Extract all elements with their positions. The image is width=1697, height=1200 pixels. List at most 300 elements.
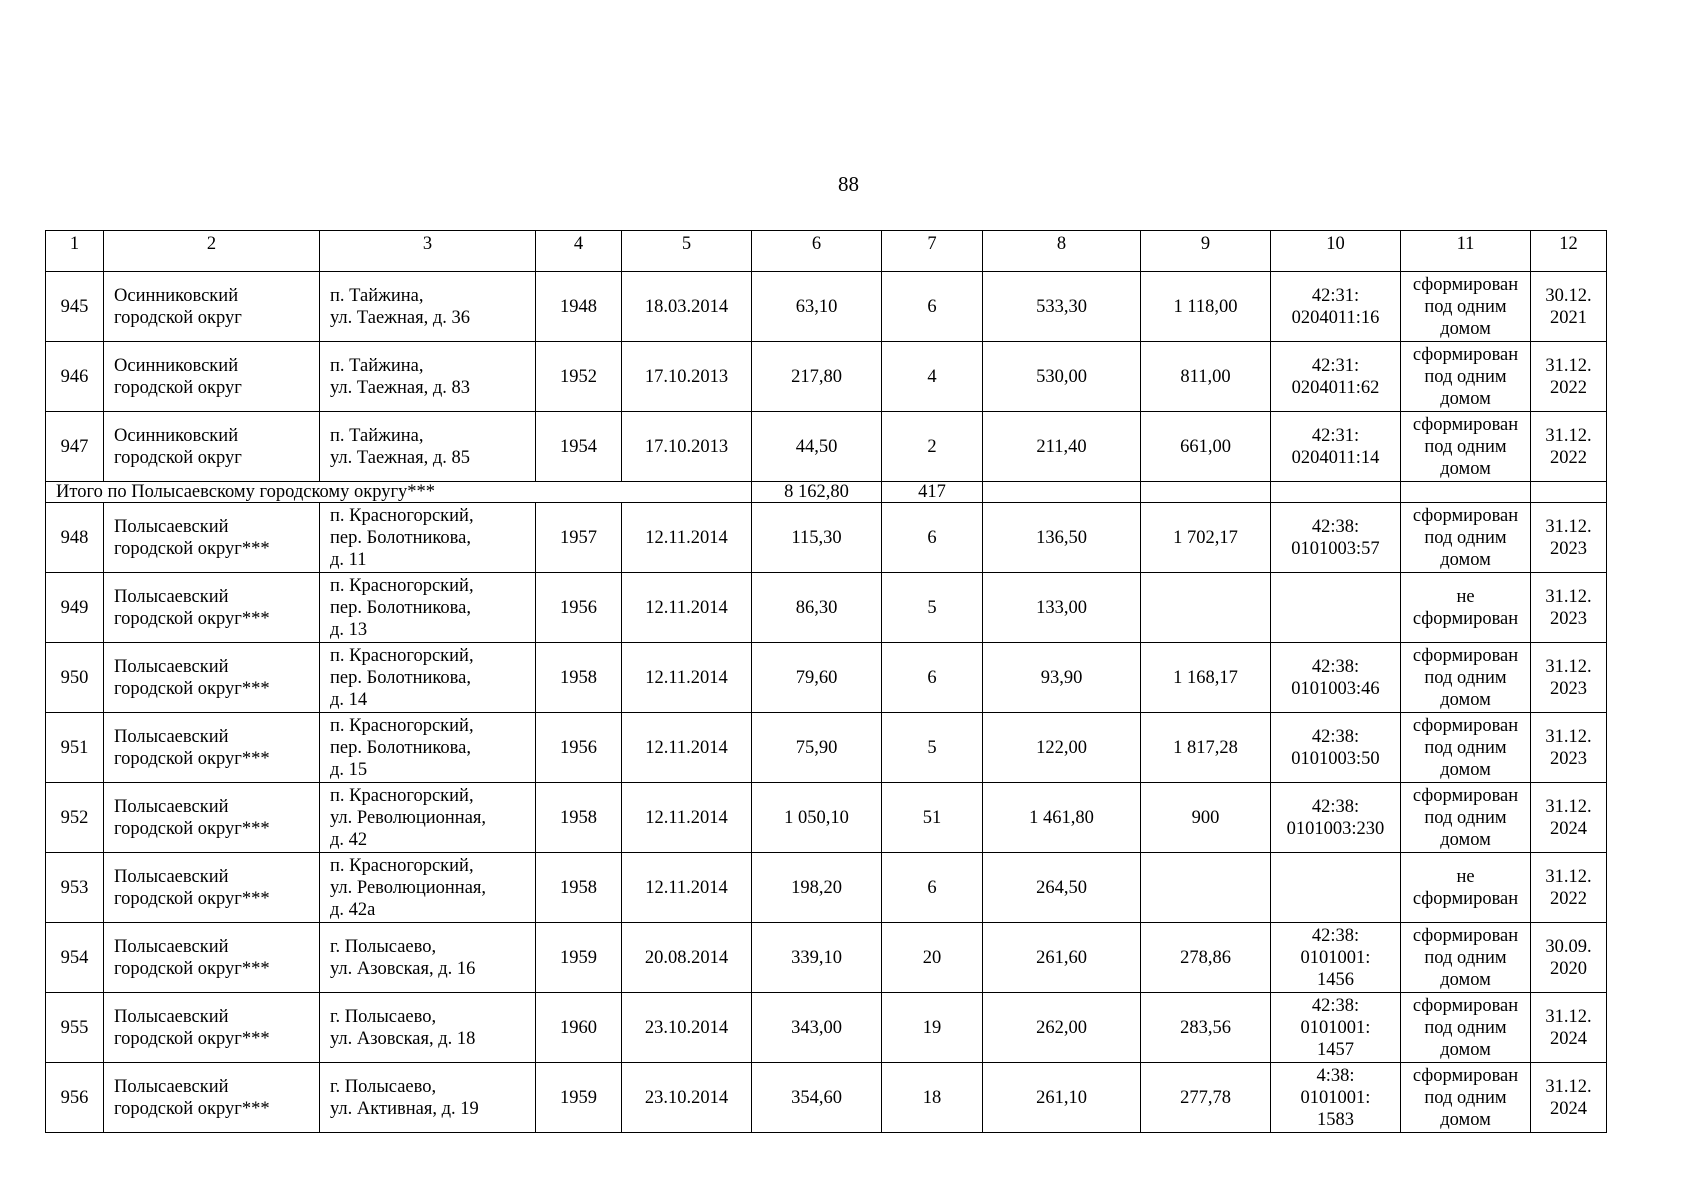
municipality-cell-line: Полысаевский	[114, 866, 229, 887]
row-number-cell: 956	[46, 1063, 104, 1133]
year-cell: 1960	[536, 993, 622, 1063]
address-cell-line: ул. Таежная, д. 36	[330, 307, 470, 328]
row-number-cell: 949	[46, 573, 104, 643]
total-area-cell: 8 162,80	[752, 482, 882, 503]
area-cell: 75,90	[752, 713, 882, 783]
area-cell: 1 050,10	[752, 783, 882, 853]
land-status-cell	[1401, 783, 1531, 853]
deadline-cell-line: 31.12.	[1545, 796, 1592, 817]
total-row	[46, 482, 1607, 503]
land-status-cell-line: сформирован	[1412, 715, 1519, 736]
deadline-cell	[1531, 713, 1607, 783]
deadline-cell	[1531, 342, 1607, 412]
land-status-cell-line: сформирован	[1412, 645, 1519, 666]
deadline-cell-line: 2021	[1550, 307, 1587, 328]
address-cell	[320, 573, 536, 643]
residents-cell: 20	[882, 923, 983, 993]
municipality-cell	[104, 713, 320, 783]
land-status-cell-line: под одним	[1424, 1087, 1507, 1108]
deadline-cell	[1531, 412, 1607, 482]
column-number-4: 4	[536, 231, 622, 272]
cadastral-number-cell-line: 0101001:	[1300, 1017, 1371, 1038]
residents-cell: 5	[882, 713, 983, 783]
address-cell-line: пер. Болотникова,	[330, 667, 471, 688]
cadastral-number-cell-line: 42:31:	[1311, 425, 1360, 446]
cadastral-number-cell	[1271, 342, 1401, 412]
cadastral-number-cell	[1271, 573, 1401, 643]
land-status-cell-line: сформирован	[1412, 505, 1519, 526]
address-cell-line: п. Красногорский,	[330, 855, 474, 876]
cadastral-number-cell	[1271, 412, 1401, 482]
column-number-1: 1	[46, 231, 104, 272]
land-status-cell-line: сформирован	[1412, 274, 1519, 295]
deadline-cell-line: 2024	[1550, 1028, 1587, 1049]
cadastral-number-cell	[1271, 1063, 1401, 1133]
column-8-cell: 122,00	[983, 713, 1141, 783]
column-number-2: 2	[104, 231, 320, 272]
table-row	[46, 713, 1607, 783]
cadastral-number-cell-line: 0101001:	[1300, 947, 1371, 968]
cadastral-number-cell-line: 0101003:57	[1291, 538, 1380, 559]
cadastral-number-cell-line: 42:38:	[1311, 516, 1360, 537]
cadastral-number-cell-line: 1456	[1317, 969, 1354, 990]
date-cell: 17.10.2013	[622, 412, 752, 482]
land-status-cell	[1401, 713, 1531, 783]
municipality-cell-line: Полысаевский	[114, 726, 229, 747]
deadline-cell	[1531, 1063, 1607, 1133]
municipality-cell-line: городской округ***	[114, 1028, 270, 1049]
land-status-cell-line: домом	[1440, 388, 1491, 409]
deadline-cell-line: 31.12.	[1545, 1006, 1592, 1027]
municipality-cell-line: городской округ***	[114, 1098, 270, 1119]
land-status-cell-line: домом	[1440, 829, 1491, 850]
area-cell: 217,80	[752, 342, 882, 412]
area-cell: 115,30	[752, 503, 882, 573]
deadline-cell-line: 2022	[1550, 377, 1587, 398]
address-cell-line: г. Полысаево,	[330, 1006, 437, 1027]
land-status-cell-line: сформирован	[1412, 344, 1519, 365]
cadastral-number-cell-line: 0101003:230	[1286, 818, 1385, 839]
cadastral-number-cell-line: 1457	[1317, 1039, 1354, 1060]
municipality-cell	[104, 272, 320, 342]
municipality-cell-line: Полысаевский	[114, 656, 229, 677]
deadline-cell-line: 2022	[1550, 447, 1587, 468]
residents-cell: 5	[882, 573, 983, 643]
empty-cell	[983, 482, 1141, 503]
address-cell	[320, 342, 536, 412]
cadastral-number-cell-line: 42:38:	[1311, 726, 1360, 747]
date-cell: 12.11.2014	[622, 573, 752, 643]
column-number-8: 8	[983, 231, 1141, 272]
page-number: 88	[838, 172, 859, 196]
cadastral-number-cell-line: 42:31:	[1311, 285, 1360, 306]
deadline-cell	[1531, 853, 1607, 923]
column-number-7: 7	[882, 231, 983, 272]
address-cell	[320, 503, 536, 573]
land-status-cell-line: сформирован	[1412, 995, 1519, 1016]
deadline-cell-line: 2023	[1550, 748, 1587, 769]
municipality-cell	[104, 923, 320, 993]
deadline-cell	[1531, 783, 1607, 853]
cadastral-number-cell	[1271, 713, 1401, 783]
municipality-cell	[104, 412, 320, 482]
municipality-cell	[104, 573, 320, 643]
land-status-cell-line: сформирован	[1412, 925, 1519, 946]
land-status-cell-line: не	[1456, 866, 1475, 887]
column-number-9: 9	[1141, 231, 1271, 272]
address-cell	[320, 853, 536, 923]
deadline-cell-line: 2023	[1550, 538, 1587, 559]
cadastral-number-cell	[1271, 923, 1401, 993]
column-number-11: 11	[1401, 231, 1531, 272]
address-cell-line: д. 42а	[330, 899, 376, 920]
cadastral-number-cell-line: 0101003:50	[1291, 748, 1380, 769]
table-row	[46, 412, 1607, 482]
land-status-cell-line: домом	[1440, 1109, 1491, 1130]
address-cell	[320, 1063, 536, 1133]
land-status-cell-line: сформирован	[1412, 888, 1519, 909]
municipality-cell	[104, 1063, 320, 1133]
row-number-cell: 948	[46, 503, 104, 573]
cadastral-number-cell-line: 4:38:	[1316, 1065, 1355, 1086]
cadastral-number-cell	[1271, 272, 1401, 342]
address-cell-line: п. Красногорский,	[330, 715, 474, 736]
deadline-cell-line: 31.12.	[1545, 516, 1592, 537]
cadastral-number-cell	[1271, 783, 1401, 853]
column-9-cell: 900	[1141, 783, 1271, 853]
column-8-cell: 133,00	[983, 573, 1141, 643]
row-number-cell: 952	[46, 783, 104, 853]
cadastral-number-cell	[1271, 503, 1401, 573]
residents-cell: 4	[882, 342, 983, 412]
table-row	[46, 1063, 1607, 1133]
cadastral-number-cell-line: 42:38:	[1311, 796, 1360, 817]
column-9-cell: 278,86	[1141, 923, 1271, 993]
column-9-cell: 661,00	[1141, 412, 1271, 482]
column-9-cell: 1 702,17	[1141, 503, 1271, 573]
municipality-cell	[104, 342, 320, 412]
land-status-cell	[1401, 853, 1531, 923]
cadastral-number-cell	[1271, 643, 1401, 713]
land-status-cell-line: под одним	[1424, 436, 1507, 457]
land-status-cell-line: домом	[1440, 458, 1491, 479]
residents-cell: 18	[882, 1063, 983, 1133]
column-8-cell: 261,60	[983, 923, 1141, 993]
address-cell-line: п. Красногорский,	[330, 505, 474, 526]
municipality-cell-line: городской округ***	[114, 678, 270, 699]
address-cell	[320, 923, 536, 993]
year-cell: 1952	[536, 342, 622, 412]
residents-cell: 6	[882, 853, 983, 923]
area-cell: 63,10	[752, 272, 882, 342]
cadastral-number-cell-line: 42:38:	[1311, 925, 1360, 946]
area-cell: 198,20	[752, 853, 882, 923]
row-number-cell: 950	[46, 643, 104, 713]
residents-cell: 6	[882, 503, 983, 573]
cadastral-number-cell	[1271, 993, 1401, 1063]
year-cell: 1956	[536, 713, 622, 783]
land-status-cell-line: под одним	[1424, 527, 1507, 548]
deadline-cell-line: 2023	[1550, 678, 1587, 699]
year-cell: 1959	[536, 923, 622, 993]
table-row	[46, 503, 1607, 573]
table-row	[46, 993, 1607, 1063]
address-cell-line: ул. Азовская, д. 16	[330, 958, 476, 979]
deadline-cell-line: 31.12.	[1545, 726, 1592, 747]
address-cell-line: п. Красногорский,	[330, 645, 474, 666]
area-cell: 354,60	[752, 1063, 882, 1133]
municipality-cell	[104, 503, 320, 573]
land-status-cell	[1401, 272, 1531, 342]
address-cell	[320, 412, 536, 482]
land-status-cell-line: не	[1456, 586, 1475, 607]
municipality-cell-line: Полысаевский	[114, 586, 229, 607]
date-cell: 12.11.2014	[622, 503, 752, 573]
table-body	[46, 231, 1607, 1133]
land-status-cell-line: домом	[1440, 318, 1491, 339]
column-8-cell: 261,10	[983, 1063, 1141, 1133]
municipality-cell-line: городской округ***	[114, 818, 270, 839]
cadastral-number-cell-line: 42:38:	[1311, 995, 1360, 1016]
municipality-cell-line: Осинниковский	[114, 425, 239, 446]
municipality-cell-line: Осинниковский	[114, 355, 239, 376]
column-number-10: 10	[1271, 231, 1401, 272]
column-9-cell: 1 168,17	[1141, 643, 1271, 713]
date-cell: 18.03.2014	[622, 272, 752, 342]
deadline-cell-line: 31.12.	[1545, 355, 1592, 376]
municipality-cell-line: городской округ	[114, 307, 242, 328]
municipality-cell-line: городской округ***	[114, 888, 270, 909]
land-status-cell-line: под одним	[1424, 667, 1507, 688]
land-status-cell-line: домом	[1440, 549, 1491, 570]
date-cell: 20.08.2014	[622, 923, 752, 993]
table-row	[46, 573, 1607, 643]
deadline-cell-line: 31.12.	[1545, 866, 1592, 887]
cadastral-number-cell	[1271, 853, 1401, 923]
address-cell-line: д. 13	[330, 619, 368, 640]
land-status-cell-line: сформирован	[1412, 608, 1519, 629]
land-status-cell	[1401, 342, 1531, 412]
year-cell: 1958	[536, 853, 622, 923]
residents-cell: 19	[882, 993, 983, 1063]
table-row	[46, 923, 1607, 993]
municipality-cell-line: городской округ	[114, 377, 242, 398]
column-9-cell: 283,56	[1141, 993, 1271, 1063]
column-8-cell: 262,00	[983, 993, 1141, 1063]
column-8-cell: 533,30	[983, 272, 1141, 342]
land-status-cell-line: домом	[1440, 1039, 1491, 1060]
date-cell: 17.10.2013	[622, 342, 752, 412]
year-cell: 1948	[536, 272, 622, 342]
address-cell-line: п. Тайжина,	[330, 425, 424, 446]
row-number-cell: 946	[46, 342, 104, 412]
deadline-cell	[1531, 503, 1607, 573]
deadline-cell-line: 31.12.	[1545, 425, 1592, 446]
total-residents-cell: 417	[882, 482, 983, 503]
municipality-cell-line: городской округ***	[114, 958, 270, 979]
residents-cell: 6	[882, 643, 983, 713]
empty-cell	[1141, 482, 1271, 503]
column-8-cell: 211,40	[983, 412, 1141, 482]
land-status-cell	[1401, 1063, 1531, 1133]
column-8-cell: 136,50	[983, 503, 1141, 573]
municipality-cell-line: городской округ***	[114, 748, 270, 769]
area-cell: 339,10	[752, 923, 882, 993]
land-status-cell-line: под одним	[1424, 1017, 1507, 1038]
deadline-cell	[1531, 573, 1607, 643]
date-cell: 23.10.2014	[622, 1063, 752, 1133]
address-cell	[320, 272, 536, 342]
column-8-cell: 530,00	[983, 342, 1141, 412]
column-number-12: 12	[1531, 231, 1607, 272]
column-8-cell: 93,90	[983, 643, 1141, 713]
address-cell	[320, 643, 536, 713]
municipality-cell	[104, 853, 320, 923]
address-cell-line: п. Тайжина,	[330, 285, 424, 306]
table-row	[46, 783, 1607, 853]
address-cell-line: ул. Революционная,	[330, 877, 487, 898]
deadline-cell	[1531, 923, 1607, 993]
residents-cell: 2	[882, 412, 983, 482]
column-number-row	[46, 231, 1607, 272]
area-cell: 343,00	[752, 993, 882, 1063]
column-9-cell: 1 817,28	[1141, 713, 1271, 783]
row-number-cell: 954	[46, 923, 104, 993]
deadline-cell-line: 31.12.	[1545, 1076, 1592, 1097]
address-cell-line: г. Полысаево,	[330, 1076, 437, 1097]
cadastral-number-cell-line: 0204011:16	[1291, 307, 1380, 328]
deadline-cell-line: 2020	[1550, 958, 1587, 979]
table-row	[46, 272, 1607, 342]
residents-cell: 51	[882, 783, 983, 853]
municipality-cell-line: городской округ	[114, 447, 242, 468]
housing-registry-table	[45, 230, 1607, 1133]
land-status-cell	[1401, 412, 1531, 482]
municipality-cell-line: Полысаевский	[114, 936, 229, 957]
land-status-cell-line: под одним	[1424, 807, 1507, 828]
cadastral-number-cell-line: 0204011:62	[1291, 377, 1380, 398]
address-cell	[320, 783, 536, 853]
land-status-cell	[1401, 643, 1531, 713]
land-status-cell-line: сформирован	[1412, 1065, 1519, 1086]
municipality-cell-line: городской округ***	[114, 538, 270, 559]
total-label: Итого по Полысаевскому городскому округу***	[46, 482, 752, 503]
row-number-cell: 953	[46, 853, 104, 923]
municipality-cell	[104, 993, 320, 1063]
land-status-cell-line: под одним	[1424, 366, 1507, 387]
municipality-cell-line: Полысаевский	[114, 1076, 229, 1097]
deadline-cell-line: 2024	[1550, 818, 1587, 839]
deadline-cell-line: 2022	[1550, 888, 1587, 909]
date-cell: 12.11.2014	[622, 783, 752, 853]
address-cell-line: д. 14	[330, 689, 368, 710]
land-status-cell-line: сформирован	[1412, 414, 1519, 435]
year-cell: 1959	[536, 1063, 622, 1133]
cadastral-number-cell-line: 42:38:	[1311, 656, 1360, 677]
column-9-cell: 277,78	[1141, 1063, 1271, 1133]
date-cell: 12.11.2014	[622, 643, 752, 713]
row-number-cell: 947	[46, 412, 104, 482]
address-cell-line: п. Красногорский,	[330, 785, 474, 806]
deadline-cell	[1531, 643, 1607, 713]
municipality-cell	[104, 643, 320, 713]
land-status-cell	[1401, 993, 1531, 1063]
deadline-cell-line: 30.12.	[1545, 285, 1592, 306]
address-cell-line: пер. Болотникова,	[330, 527, 471, 548]
year-cell: 1958	[536, 783, 622, 853]
year-cell: 1957	[536, 503, 622, 573]
address-cell-line: д. 11	[330, 549, 367, 570]
land-status-cell	[1401, 573, 1531, 643]
column-9-cell	[1141, 853, 1271, 923]
year-cell: 1954	[536, 412, 622, 482]
address-cell-line: ул. Революционная,	[330, 807, 487, 828]
cadastral-number-cell-line: 0204011:14	[1291, 447, 1380, 468]
land-status-cell-line: под одним	[1424, 296, 1507, 317]
municipality-cell-line: Осинниковский	[114, 285, 239, 306]
address-cell-line: ул. Активная, д. 19	[330, 1098, 479, 1119]
empty-cell	[1401, 482, 1531, 503]
column-8-cell: 1 461,80	[983, 783, 1141, 853]
date-cell: 12.11.2014	[622, 853, 752, 923]
empty-cell	[1271, 482, 1401, 503]
column-number-5: 5	[622, 231, 752, 272]
address-cell	[320, 713, 536, 783]
municipality-cell-line: Полысаевский	[114, 516, 229, 537]
column-8-cell: 264,50	[983, 853, 1141, 923]
address-cell-line: п. Тайжина,	[330, 355, 424, 376]
date-cell: 23.10.2014	[622, 993, 752, 1063]
municipality-cell-line: Полысаевский	[114, 796, 229, 817]
land-status-cell	[1401, 923, 1531, 993]
municipality-cell-line: Полысаевский	[114, 1006, 229, 1027]
column-number-6: 6	[752, 231, 882, 272]
deadline-cell-line: 2023	[1550, 608, 1587, 629]
table-row	[46, 853, 1607, 923]
area-cell: 79,60	[752, 643, 882, 713]
table-row	[46, 342, 1607, 412]
year-cell: 1958	[536, 643, 622, 713]
deadline-cell	[1531, 993, 1607, 1063]
address-cell-line: д. 15	[330, 759, 368, 780]
land-status-cell-line: домом	[1440, 759, 1491, 780]
address-cell-line: д. 42	[330, 829, 368, 850]
cadastral-number-cell-line: 0101003:46	[1291, 678, 1380, 699]
column-number-3: 3	[320, 231, 536, 272]
area-cell: 86,30	[752, 573, 882, 643]
address-cell-line: пер. Болотникова,	[330, 597, 471, 618]
address-cell-line: ул. Азовская, д. 18	[330, 1028, 476, 1049]
column-9-cell	[1141, 573, 1271, 643]
deadline-cell-line: 2024	[1550, 1098, 1587, 1119]
residents-cell: 6	[882, 272, 983, 342]
row-number-cell: 951	[46, 713, 104, 783]
land-status-cell-line: домом	[1440, 689, 1491, 710]
address-cell-line: ул. Таежная, д. 83	[330, 377, 470, 398]
row-number-cell: 945	[46, 272, 104, 342]
address-cell-line: п. Красногорский,	[330, 575, 474, 596]
deadline-cell	[1531, 272, 1607, 342]
cadastral-number-cell-line: 42:31:	[1311, 355, 1360, 376]
municipality-cell	[104, 783, 320, 853]
address-cell	[320, 993, 536, 1063]
land-status-cell-line: под одним	[1424, 947, 1507, 968]
area-cell: 44,50	[752, 412, 882, 482]
address-cell-line: ул. Таежная, д. 85	[330, 447, 470, 468]
deadline-cell-line: 31.12.	[1545, 586, 1592, 607]
year-cell: 1956	[536, 573, 622, 643]
address-cell-line: пер. Болотникова,	[330, 737, 471, 758]
